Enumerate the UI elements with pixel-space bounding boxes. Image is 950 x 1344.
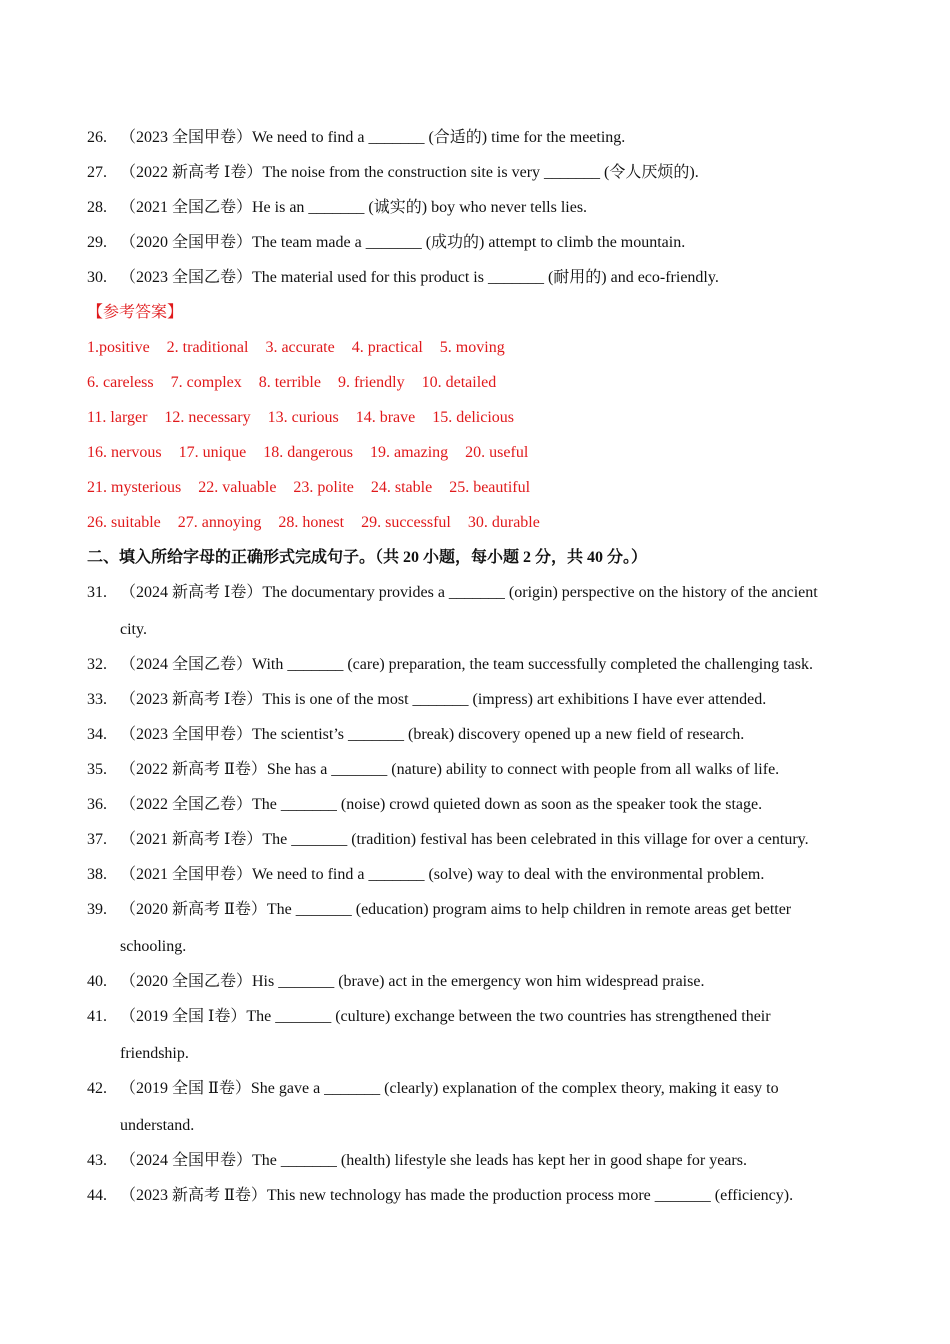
answer-item: 6. careless [87, 374, 154, 391]
question-42: 42. （2019 全国 Ⅱ卷）She gave a _______ (clearly) explanation of the complex theory, making it easy to [87, 1080, 779, 1097]
answer-item: 7. complex [170, 374, 242, 391]
answer-item: 21. mysterious [87, 479, 182, 496]
answer-row [87, 364, 513, 401]
answer-item: 9. friendly [337, 374, 405, 391]
question-42-continuation: understand. [120, 1117, 195, 1134]
question-32: 32. （2024 全国乙卷）With _______ (care) preparation, the team successfully completed the challenging task. [87, 656, 813, 673]
question-26: 26. （2023 全国甲卷）We need to find a _______ (合适的) time for the meeting. [87, 129, 626, 146]
answer-item: 15. delicious [432, 409, 515, 426]
answer-item: 14. brave [355, 409, 416, 426]
question-35: 35. （2022 新高考 Ⅱ卷）She has a _______ (nature) ability to connect with people from all walks of life. [87, 761, 780, 778]
answer-item: 2. traditional [166, 339, 249, 356]
answer-item: 5. moving [439, 339, 505, 356]
question-36: 36. （2022 全国乙卷）The _______ (noise) crowd quieted down as soon as the speaker took the stage. [87, 796, 763, 813]
answer-item: 22. valuable [198, 479, 277, 496]
answer-key-heading: 【参考答案】 [87, 304, 184, 321]
answer-item: 10. detailed [421, 374, 497, 391]
answer-item: 17. unique [178, 444, 247, 461]
answer-item: 16. nervous [87, 444, 162, 461]
answer-item: 12. necessary [164, 409, 251, 426]
answer-item: 13. curious [267, 409, 339, 426]
question-34: 34. （2023 全国甲卷）The scientist’s _______ (break) discovery opened up a new field of research. [87, 726, 745, 743]
question-44: 44. （2023 新高考 Ⅱ卷）This new technology has made the production process more _______ (efficiency). [87, 1187, 794, 1204]
answer-row [87, 469, 547, 506]
question-40: 40. （2020 全国乙卷）His _______ (brave) act in the emergency won him widespread praise. [87, 973, 705, 990]
answer-row [87, 504, 557, 541]
answer-item: 8. terrible [258, 374, 321, 391]
question-38: 38. （2021 全国甲卷）We need to find a _______ (solve) way to deal with the environmental problem. [87, 866, 765, 883]
question-43: 43. （2024 全国甲卷）The _______ (health) lifestyle she leads has kept her in good shape for years. [87, 1152, 747, 1169]
answer-item: 20. useful [465, 444, 529, 461]
question-41-continuation: friendship. [120, 1045, 189, 1062]
question-29: 29. （2020 全国甲卷）The team made a _______ (成功的) attempt to climb the mountain. [87, 234, 686, 251]
answer-item: 26. suitable [87, 514, 161, 531]
answer-item: 27. annoying [177, 514, 262, 531]
answer-item: 29. successful [361, 514, 451, 531]
answer-item: 19. amazing [369, 444, 449, 461]
answer-item: 30. durable [467, 514, 540, 531]
question-30: 30. （2023 全国乙卷）The material used for this product is _______ (耐用的) and eco-friendly. [87, 269, 719, 286]
question-39-continuation: schooling. [120, 938, 187, 955]
question-27: 27. （2022 新高考 Ⅰ卷）The noise from the construction site is very _______ (令人厌烦的). [87, 164, 699, 181]
question-31: 31. （2024 新高考 Ⅰ卷）The documentary provides a _______ (origin) perspective on the history of the ancient [87, 584, 818, 601]
answer-item: 11. larger [87, 409, 148, 426]
question-39: 39. （2020 新高考 Ⅱ卷）The _______ (education) program aims to help children in remote areas get better [87, 901, 792, 918]
question-33: 33. （2023 新高考 Ⅰ卷）This is one of the most _______ (impress) art exhibitions I have ever attended. [87, 691, 767, 708]
answer-item: 18. dangerous [263, 444, 353, 461]
answer-item: 3. accurate [265, 339, 335, 356]
answer-item: 23. polite [293, 479, 354, 496]
question-28: 28. （2021 全国乙卷）He is an _______ (诚实的) boy who never tells lies. [87, 199, 588, 216]
answer-item: 1.positive [87, 339, 150, 356]
question-31-continuation: city. [120, 621, 147, 638]
answer-row [87, 434, 545, 471]
answer-item: 24. stable [370, 479, 433, 496]
answer-item: 25. beautiful [449, 479, 531, 496]
section-heading: 二、填入所给字母的正确形式完成句子。（共 20 小题，每小题 2 分，共 40 分。） [87, 549, 648, 566]
question-41: 41. （2019 全国 Ⅰ卷）The _______ (culture) exchange between the two countries has strengthened their [87, 1008, 771, 1025]
answer-item: 28. honest [278, 514, 345, 531]
answer-item: 4. practical [351, 339, 423, 356]
question-37: 37. （2021 新高考 Ⅰ卷）The _______ (tradition) festival has been celebrated in this village for over a century. [87, 831, 809, 848]
answer-row [87, 399, 531, 436]
answer-row [87, 329, 522, 366]
